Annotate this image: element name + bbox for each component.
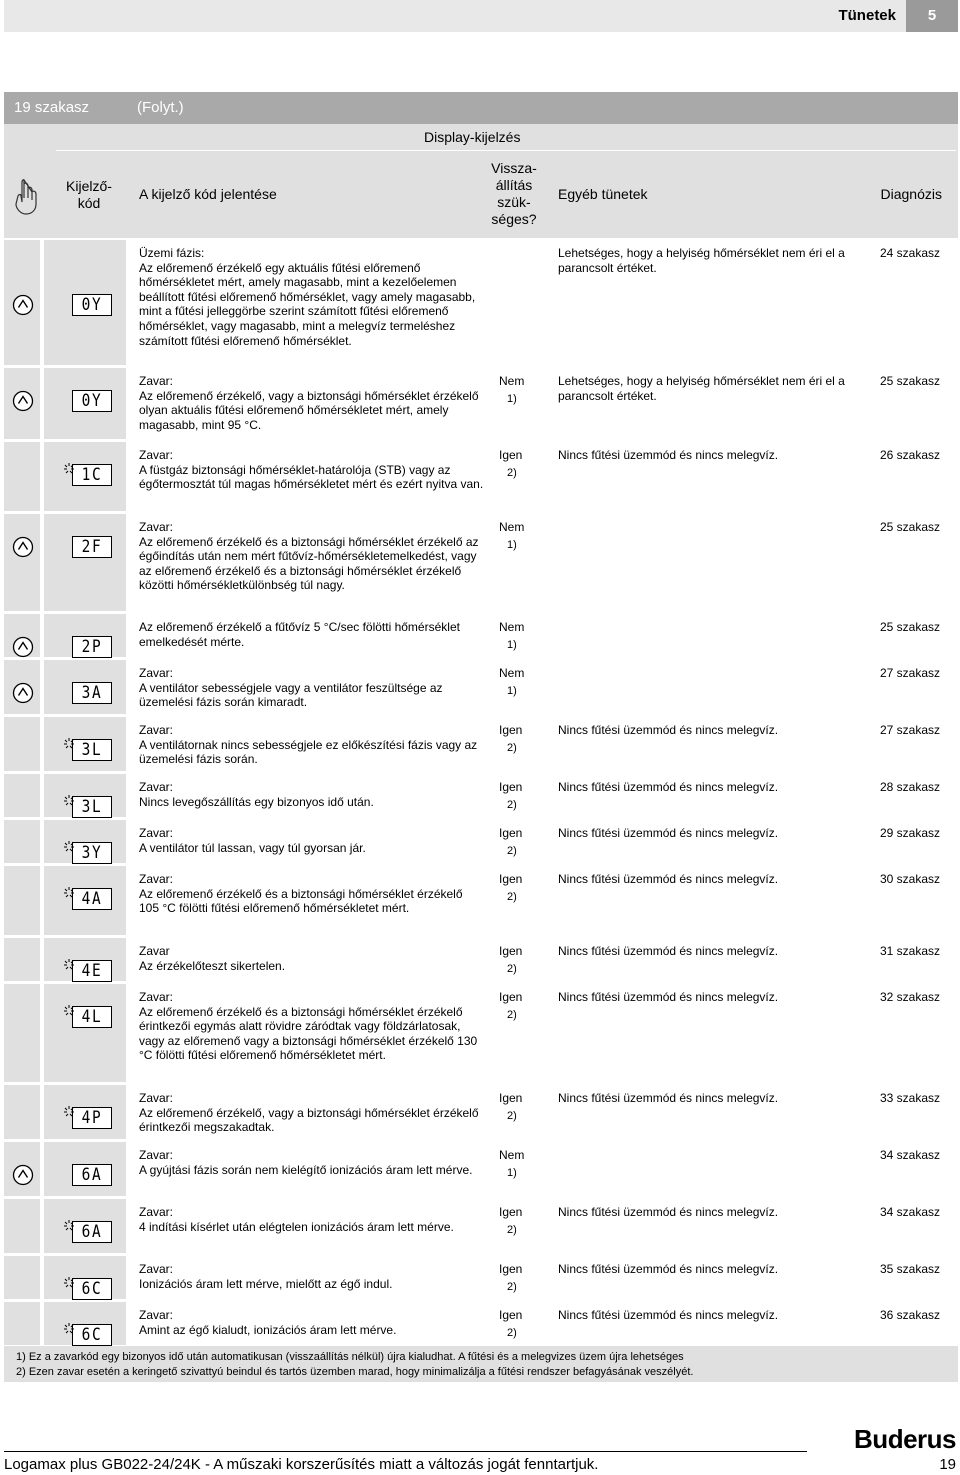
hand-press-icon	[10, 176, 42, 216]
blink-icon	[64, 1322, 74, 1334]
footnotes	[16, 1350, 693, 1380]
code-meaning: Zavar Az érzékelőteszt sikertelen.	[139, 944, 286, 973]
display-code-text: 6C	[81, 1325, 103, 1345]
page-number: 19	[939, 1456, 956, 1473]
display-code	[64, 737, 114, 763]
row-divider	[4, 771, 958, 772]
reset-value: Igen	[499, 944, 523, 958]
row-icon-cell	[4, 820, 40, 864]
other-symptoms: Nincs fűtési üzemmód és nincs melegvíz.	[558, 944, 779, 958]
reset-required	[499, 721, 522, 757]
row-code-cell	[44, 984, 126, 1083]
reset-value: Igen	[499, 448, 523, 462]
reset-footnote: 2)	[507, 963, 517, 975]
display-code	[64, 534, 114, 560]
blink-icon	[64, 1105, 74, 1117]
diagnosis-link[interactable]: 34 szakasz	[879, 1205, 940, 1219]
table-row	[4, 938, 958, 982]
other-symptoms: Nincs fűtési üzemmód és nincs melegvíz.	[558, 872, 779, 886]
diagnosis-link[interactable]: 32 szakasz	[879, 990, 940, 1004]
table-row	[4, 1085, 958, 1140]
diagnosis-link[interactable]: 25 szakasz	[879, 520, 940, 534]
reset-footnote: 2)	[507, 742, 517, 754]
row-icon-cell	[4, 1302, 40, 1346]
row-divider	[4, 511, 958, 512]
other-symptoms: Nincs fűtési üzemmód és nincs melegvíz.	[558, 448, 779, 462]
table-row	[4, 1142, 958, 1197]
display-code-text: 0Y	[81, 391, 103, 411]
section-title: 19 szakasz	[14, 99, 90, 116]
row-icon-cell	[4, 514, 40, 612]
reset-required	[499, 518, 524, 554]
blink-icon	[64, 1004, 74, 1016]
row-divider	[4, 935, 958, 936]
code-meaning: Zavar: Az előremenő érzékelő és a biztonsági hőmérséklet érzékelő 105 °C fölötti fűtési előremenő hőmérsékletet mért.	[139, 872, 463, 916]
table-row	[4, 514, 958, 612]
reset-value: Igen	[499, 780, 523, 794]
reset-footnote: 2)	[507, 1009, 517, 1021]
reset-required	[499, 618, 524, 654]
diagnosis-link[interactable]: 36 szakasz	[879, 1308, 940, 1322]
code-meaning: Zavar: A ventilátornak nincs sebességjele ez előkészítési fázis vagy az üzemelési fázis során.	[139, 723, 478, 767]
blink-icon	[64, 886, 74, 898]
display-code	[64, 1219, 114, 1245]
display-code	[64, 1004, 114, 1030]
row-code-cell	[44, 514, 126, 612]
reset-footnote: 2)	[507, 467, 517, 479]
row-divider	[4, 1139, 958, 1140]
display-code	[64, 1276, 114, 1302]
reset-button-icon	[12, 536, 34, 558]
row-icon-cell	[4, 984, 40, 1083]
reset-button-icon	[12, 390, 34, 412]
reset-required	[499, 1146, 524, 1182]
chapter-number: 5	[906, 0, 958, 32]
table-row	[4, 1256, 958, 1300]
row-icon-cell	[4, 866, 40, 936]
code-meaning: Zavar: A ventilátor sebességjele vagy a ventilátor feszültsége az üzemelési fázis során kimaradt.	[139, 666, 443, 710]
diagnosis-link[interactable]: 33 szakasz	[879, 1091, 940, 1105]
reset-value: Igen	[499, 1205, 523, 1219]
display-code-text: 3L	[81, 797, 103, 817]
header-reset: Vissza- állítás szük- séges?	[491, 160, 537, 227]
reset-button-icon	[12, 294, 34, 316]
other-symptoms: Nincs fűtési üzemmód és nincs melegvíz.	[558, 1205, 779, 1219]
brand-logo: Buderus	[854, 1424, 956, 1454]
row-divider	[4, 981, 958, 982]
diagnosis-link[interactable]: 27 szakasz	[879, 723, 940, 737]
display-code-text: 6A	[81, 1165, 103, 1185]
row-divider	[4, 611, 958, 612]
diagnosis-link[interactable]: 27 szakasz	[879, 666, 940, 680]
reset-value: Nem	[499, 1148, 525, 1162]
reset-value: Nem	[499, 520, 525, 534]
row-divider	[4, 1082, 958, 1083]
diagnosis-link[interactable]: 26 szakasz	[879, 448, 940, 462]
table-row	[4, 717, 958, 772]
reset-value: Nem	[499, 620, 525, 634]
reset-button-icon	[12, 682, 34, 704]
reset-footnote: 1)	[507, 639, 517, 651]
reset-footnote: 2)	[507, 845, 517, 857]
display-code	[64, 292, 114, 318]
other-symptoms: Nincs fűtési üzemmód és nincs melegvíz.	[558, 1091, 779, 1105]
reset-required	[499, 870, 522, 906]
other-symptoms: Nincs fűtési üzemmód és nincs melegvíz.	[558, 1308, 779, 1322]
diagnosis-link[interactable]: 30 szakasz	[879, 872, 940, 886]
table-row	[4, 866, 958, 936]
reset-footnote: 2)	[507, 1327, 517, 1339]
reset-value: Nem	[499, 666, 525, 680]
display-code-text: 4A	[81, 889, 103, 909]
reset-value: Igen	[499, 990, 523, 1004]
code-meaning: Zavar: Az előremenő érzékelő és a biztonsági hőmérséklet érzékelő érintkezői egymás alatt rövidre záródtak vagy földzárlatosak, vagy az előremenő vagy a biztonsági hőmérséklet érzékelő 130 °C fölötti fűtési előremenő hőmérsékletet mért.	[139, 990, 478, 1063]
reset-footnote: 1)	[507, 1167, 517, 1179]
row-icon-cell	[4, 1256, 40, 1300]
header-diagnosis: Diagnózis	[880, 186, 942, 202]
reset-required	[499, 824, 522, 860]
code-meaning: Zavar: Ionizációs áram lett mérve, mielőtt az égő indul.	[139, 1262, 393, 1291]
display-code	[64, 1162, 114, 1188]
table-row	[4, 240, 958, 366]
section-header	[4, 92, 958, 124]
blink-icon	[64, 840, 74, 852]
display-code-text: 3A	[81, 683, 103, 703]
display-code-text: 6C	[81, 1279, 103, 1299]
table-row	[4, 774, 958, 818]
other-symptoms: Lehetséges, hogy a helyiség hőmérséklet nem éri el a parancsolt értéket.	[558, 374, 845, 403]
display-code	[64, 958, 114, 984]
row-icon-cell	[4, 938, 40, 982]
diagnosis-link[interactable]: 25 szakasz	[879, 374, 940, 388]
row-divider	[4, 657, 958, 658]
footnote-1: 1) Ez a zavarkód egy bizonyos idő után automatikusan (visszaállítás nélkül) újra kialudhat. A fűtési és a melegvizes üzem újra lehetséges	[16, 1351, 684, 1363]
reset-required	[499, 1260, 522, 1296]
diagnosis-link[interactable]: 34 szakasz	[879, 1148, 940, 1162]
reset-footnote: 1)	[507, 393, 517, 405]
display-code-text: 2P	[81, 637, 103, 657]
diagnosis-link[interactable]: 29 szakasz	[879, 826, 940, 840]
row-divider	[4, 439, 958, 440]
display-code-text: 4P	[81, 1108, 103, 1128]
footnote-2: 2) Ezen zavar esetén a keringető szivattyú beindul és tartós üzemben marad, hogy minimalizálja a fűtési rendszer befagyásának veszélyét.	[16, 1366, 694, 1378]
row-icon-cell	[4, 1085, 40, 1140]
display-code	[64, 794, 114, 820]
reset-required	[499, 664, 524, 700]
reset-button-icon	[12, 636, 34, 658]
display-code	[64, 680, 114, 706]
row-divider	[4, 714, 958, 715]
row-divider	[4, 1299, 958, 1300]
code-meaning: Zavar: Nincs levegőszállítás egy bizonyos idő után.	[139, 780, 374, 809]
header-code: Kijelző- kód	[66, 178, 112, 211]
table-row	[4, 614, 958, 658]
display-code-text: 3L	[81, 740, 103, 760]
header-other: Egyéb tünetek	[558, 186, 648, 202]
display-code-text: 1C	[81, 465, 103, 485]
reset-required	[499, 1203, 522, 1239]
other-symptoms: Nincs fűtési üzemmód és nincs melegvíz.	[558, 780, 779, 794]
reset-footnote: 2)	[507, 1281, 517, 1293]
reset-required	[499, 372, 524, 408]
other-symptoms: Nincs fűtési üzemmód és nincs melegvíz.	[558, 826, 779, 840]
display-code	[64, 462, 114, 488]
table-row	[4, 1302, 958, 1346]
reset-footnote: 1)	[507, 685, 517, 697]
reset-value: Igen	[499, 1262, 523, 1276]
diagnosis-link[interactable]: 28 szakasz	[879, 780, 940, 794]
footer-rule	[4, 1451, 807, 1452]
code-meaning: Zavar: Amint az égő kialudt, ionizációs áram lett mérve.	[139, 1308, 397, 1337]
other-symptoms: Lehetséges, hogy a helyiség hőmérséklet nem éri el a parancsolt értéket.	[558, 246, 845, 275]
reset-required	[499, 942, 522, 978]
table-row	[4, 368, 958, 440]
table-row	[4, 660, 958, 715]
display-code	[64, 1105, 114, 1131]
row-divider	[4, 817, 958, 818]
row-icon-cell	[4, 774, 40, 818]
header-meaning: A kijelző kód jelentése	[139, 186, 277, 202]
display-code-text: 3Y	[81, 843, 103, 863]
display-code	[64, 634, 114, 660]
reset-footnote: 2)	[507, 1110, 517, 1122]
other-symptoms: Nincs fűtési üzemmód és nincs melegvíz.	[558, 723, 779, 737]
chapter-title: Tünetek	[838, 7, 896, 24]
reset-required	[499, 1089, 522, 1125]
reset-footnote: 1)	[507, 539, 517, 551]
other-symptoms: Nincs fűtési üzemmód és nincs melegvíz.	[558, 1262, 779, 1276]
reset-button-icon	[12, 1164, 34, 1186]
row-icon-cell	[4, 442, 40, 512]
reset-footnote: 2)	[507, 891, 517, 903]
reset-footnote: 2)	[507, 799, 517, 811]
reset-required	[499, 1306, 522, 1342]
table-row	[4, 820, 958, 864]
display-code	[64, 1322, 114, 1348]
blink-icon	[64, 794, 74, 806]
row-divider	[4, 863, 958, 864]
reset-required	[499, 988, 522, 1024]
table-row	[4, 984, 958, 1083]
section-continued: (Folyt.)	[137, 99, 184, 116]
reset-required	[499, 446, 522, 482]
reset-footnote: 2)	[507, 1224, 517, 1236]
footer-text: Logamax plus GB022-24/24K - A műszaki korszerűsítés miatt a változás jogát fenntartjuk.	[4, 1456, 599, 1473]
header-divider	[56, 150, 956, 151]
blink-icon	[64, 737, 74, 749]
reset-value: Igen	[499, 1091, 523, 1105]
display-code-text: 4L	[81, 1007, 103, 1027]
row-divider	[4, 365, 958, 366]
table-row	[4, 1199, 958, 1254]
reset-value: Igen	[499, 826, 523, 840]
blink-icon	[64, 1276, 74, 1288]
reset-value: Igen	[499, 1308, 523, 1322]
display-code-text: 2F	[81, 537, 103, 557]
code-meaning: Zavar: 4 indítási kísérlet után elégtelen ionizációs áram lett mérve.	[139, 1205, 454, 1234]
reset-value: Igen	[499, 872, 523, 886]
blink-icon	[64, 462, 74, 474]
reset-value: Nem	[499, 374, 525, 388]
display-code-text: 6A	[81, 1222, 103, 1242]
chapter-header	[4, 0, 958, 32]
code-meaning: Zavar: A füstgáz biztonsági hőmérséklet-határolója (STB) vagy az égőtermosztát túl magas hőmérsékletet mért és ezért nyitva van.	[139, 448, 484, 492]
diagnosis-link[interactable]: 31 szakasz	[879, 944, 940, 958]
code-meaning: Zavar: Az előremenő érzékelő, vagy a biztonsági hőmérséklet érzékelő érintkezői megszakadtak.	[139, 1091, 479, 1135]
row-icon-cell	[4, 717, 40, 772]
code-meaning: Zavar: A ventilátor túl lassan, vagy túl gyorsan jár.	[139, 826, 366, 855]
table-row	[4, 442, 958, 512]
code-meaning: Zavar: Az előremenő érzékelő, vagy a biztonsági hőmérséklet érzékelő olyan aktuális fűtési előremenő hőmérsékletet mért, amely magasabb, mint 95 °C.	[139, 374, 479, 432]
diagnosis-link[interactable]: 35 szakasz	[879, 1262, 940, 1276]
display-code	[64, 388, 114, 414]
row-divider	[4, 1196, 958, 1197]
blink-icon	[64, 1219, 74, 1231]
code-meaning: Zavar: Az előremenő érzékelő és a biztonsági hőmérséklet érzékelő az égőindítás után nem mért fűtővíz-hőmérsékletemelkedést, vagy az előremenő érzékelő és a biztonsági hőmérséklet érzékelő közötti hőmérsékletkülönbség túl nagy.	[139, 520, 479, 593]
display-code	[64, 840, 114, 866]
code-meaning: Üzemi fázis: Az előremenő érzékelő egy aktuális fűtési előremenő hőmérsékletet mért, amely magasabb, mint a kezelőelemen beállított fűtési előremenő hőmérséklet, vagy amely magasabb, mint a fűtési jelleggörbe szerint számított fűtési előremenő hőmérséklet, vagy magasabb, mint a melegvíz termeléshez számított fűtési előremenő hőmérséklet.	[139, 246, 476, 348]
other-symptoms: Nincs fűtési üzemmód és nincs melegvíz.	[558, 990, 779, 1004]
reset-value: Igen	[499, 723, 523, 737]
diagnosis-link[interactable]: 25 szakasz	[879, 620, 940, 634]
row-divider	[4, 1253, 958, 1254]
row-icon-cell	[4, 1199, 40, 1254]
diagnosis-link[interactable]: 24 szakasz	[879, 246, 940, 260]
display-code-text: 0Y	[81, 295, 103, 315]
reset-required	[499, 778, 522, 814]
display-code-text: 4E	[81, 961, 103, 981]
code-meaning: Az előremenő érzékelő a fűtővíz 5 °C/sec fölötti hőmérséklet emelkedését mérte.	[139, 620, 460, 649]
code-meaning: Zavar: A gyújtási fázis során nem kielégítő ionizációs áram lett mérve.	[139, 1148, 473, 1177]
blink-icon	[64, 958, 74, 970]
display-code	[64, 886, 114, 912]
display-group-label: Display-kijelzés	[424, 129, 521, 145]
